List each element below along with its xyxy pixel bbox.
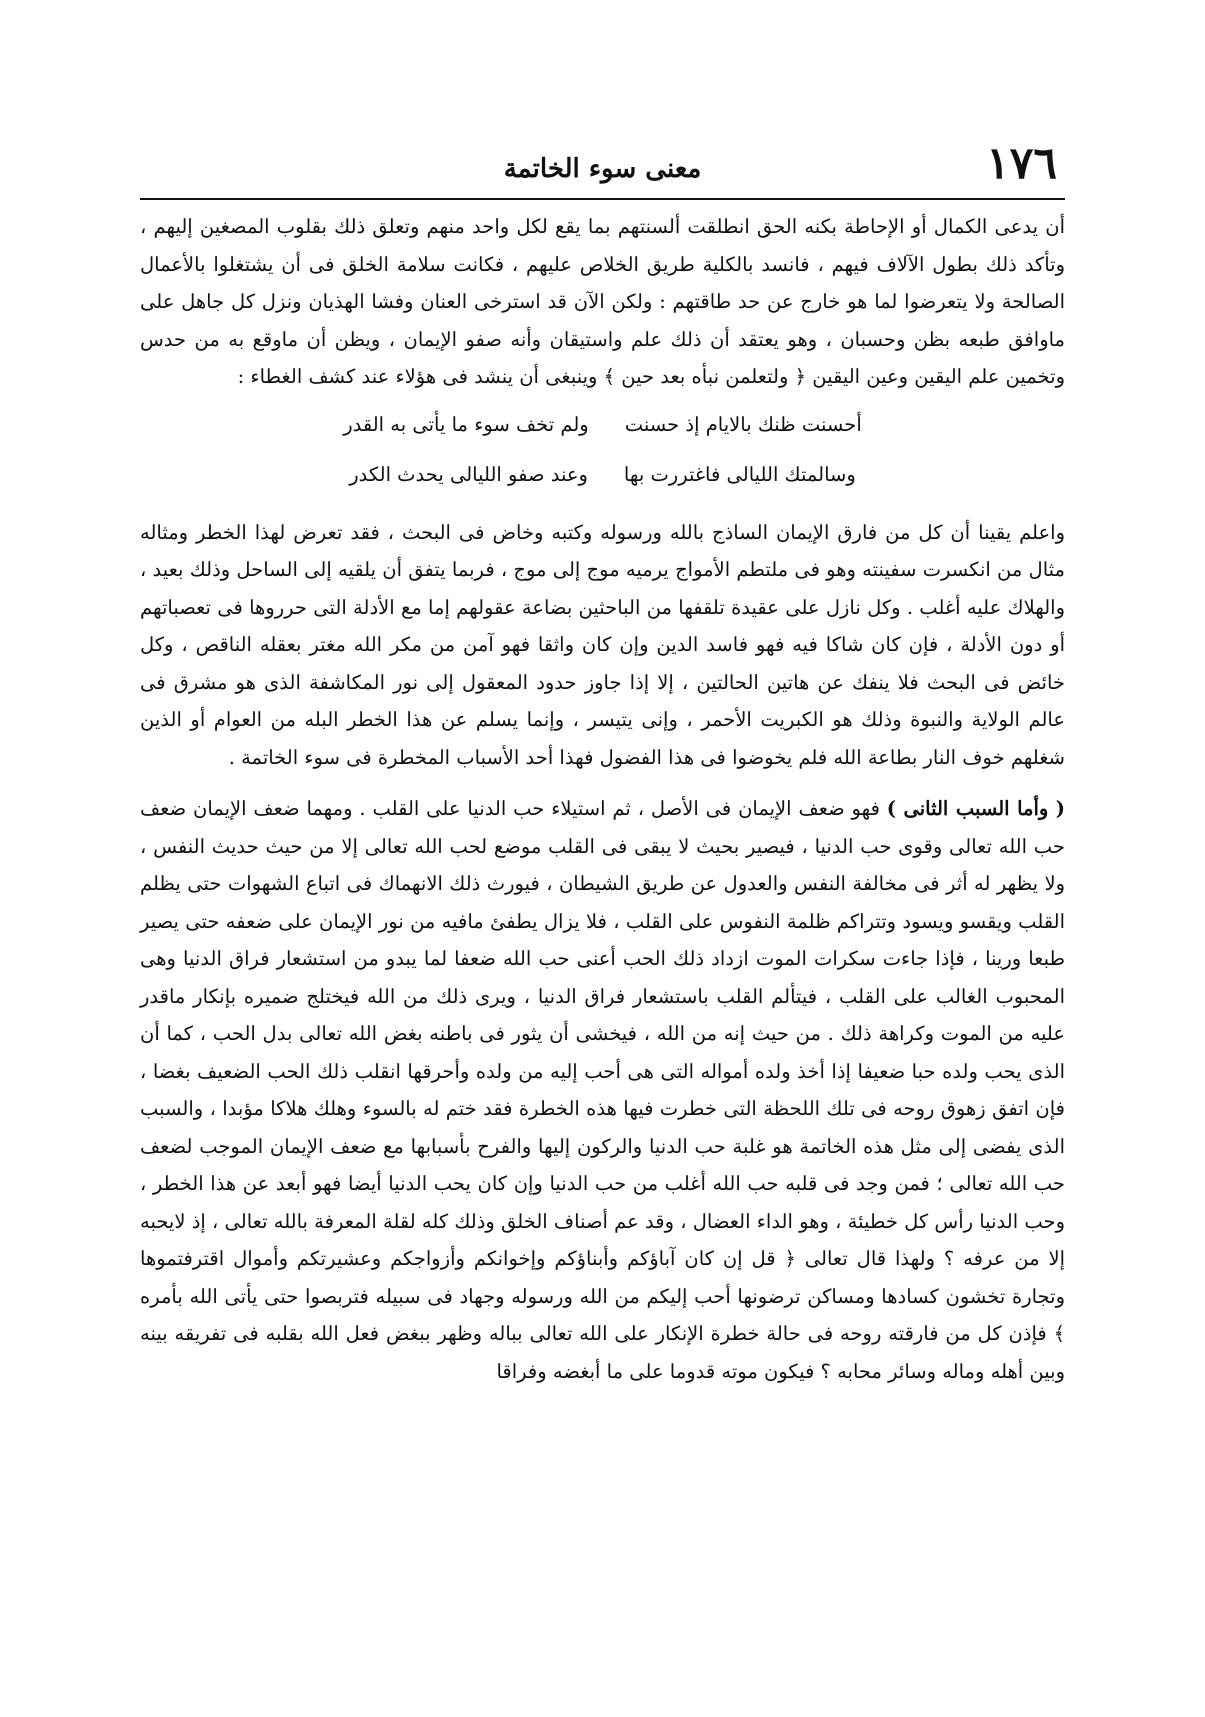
- paragraph-3-text: فهو ضعف الإيمان فى الأصل ، ثم استيلاء حب الدنيا على القلب . ومهما ضعف الإيمان ضعف حب الله تعالى وقوى حب الدنيا ، فيصير بحيث لا يبقى فى القلب موضع لحب الله تعالى إلا من حيث حديث النفس ، ولا يظهر له أثر فى مخالفة النفس والعدول عن طريق الشيطان ، فيورث ذلك الانهماك فى اتباع الشهوات حتى يظلم القلب ويقسو ويسود وتتراكم ظلمة النفوس على القلب ، فلا يزال يطفئ مافيه من نور الإيمان على ضعفه حتى يصير طبعا ورينا ، فإذا جاءت سكرات الموت ازداد ذلك الحب أعنى حب الله ضعفا لما يبدو من استشعار فراق الدنيا وهى المحبوب الغالب على القلب ، فيتألم القلب باستشعار فراق الدنيا ، ويرى ذلك من الله فيختلج ضميره بإنكار ماقدر عليه من الموت وكراهة ذلك . من حيث إنه من الله ، فيخشى أن يثور فى باطنه بغض الله تعالى بدل الحب ، كما أن الذى يحب ولده حبا ضعيفا إذا أخذ ولده أمواله التى هى أحب إليه من ولده وأحرقها انقلب ذلك الحب الضعيف بغضا ، فإن اتفق زهوق روحه فى تلك اللحظة التى خطرت فيها هذه الخطرة فقد ختم له بالسوء وهلك هلاكا مؤبدا ، والسبب الذى يفضى إلى مثل هذه الخاتمة هو غلبة حب الدنيا والركون إليها والفرح بأسبابها مع ضعف الإيمان الموجب لضعف حب الله تعالى ؛ فمن وجد فى قلبه حب الله أغلب من حب الدنيا وإن كان يحب الدنيا أيضا فهو أبعد عن هذا الخطر ، وحب الدنيا رأس كل خطيئة ، وهو الداء العضال ، وقد عم أصناف الخلق وذلك كله لقلة المعرفة بالله تعالى ، إذ لايحبه إلا من عرفه ؟ ولهذا قال تعالى ﴿ قل إن كان آباؤكم وأبناؤكم وإخوانكم وأزواجكم وعشيرتكم وأموال اقترفتموها وتجارة تخشون كسادها ومساكن ترضونها أحب إليكم من الله ورسوله وجهاد فى سبيله فتربصوا حتى يأتى الله بأمره ﴾ فإذن كل من فارقته روحه فى حالة خطرة الإنكار على الله تعالى بباله وظهر ببغض فعل الله بقلبه فى تفريقه بينه وبين أهله وماله وسائر محابه ؟ فيكون موته قدوما على ما أبغضه وفراقا: [140, 797, 1065, 1383]
- paragraph-2: واعلم يقينا أن كل من فارق الإيمان الساذج بالله ورسوله وكتبه وخاض فى البحث ، فقد تعرض لهذا الخطر ومثاله مثال من انكسرت سفينته وهو فى ملتطم الأمواج يرميه موج إلى موج ، فربما يتفق أن يلقيه إلى الساحل وذلك بعيد ، والهلاك عليه أغلب . وكل نازل على عقيدة تلقفها من الباحثين بضاعة عقولهم إما مع الأدلة التى حرروها فى تعصباتهم أو دون الأدلة ، فإن كان شاكا فيه فهو فاسد الدين وإن كان واثقا فهو آمن من مكر الله مغتر بعقله الناقص ، وكل خائض فى البحث فلا ينفك عن هاتين الحالتين ، إلا إذا جاوز حدود المعقول إلى نور المكاشفة الذى هو مشرق فى عالم الولاية والنبوة وذلك هو الكبريت الأحمر ، وإنى يتيسر ، وإنما يسلم عن هذا الخطر البله من العوام أو الذين شغلهم خوف النار بطاعة الله فلم يخوضوا فى هذا الفضول فهذا أحد الأسباب المخطرة فى سوء الخاتمة .: [140, 520, 1065, 769]
- header-rule: [140, 198, 1065, 200]
- page-body: [140, 208, 1065, 1390]
- paragraph-3: [140, 790, 1065, 1390]
- page-header: [140, 138, 1065, 200]
- paragraph-3-heading: ( وأما السبب الثانى ): [886, 797, 1065, 820]
- verse-2-second-half: وعند صفو الليالى يحدث الكدر: [349, 462, 588, 486]
- poem-verse-1: [140, 400, 1065, 450]
- verse-1-second-half: ولم تخف سوء ما يأتى به القدر: [343, 412, 589, 436]
- poem: [140, 400, 1065, 500]
- verse-2-first-half: وسالمتك الليالى فاغتررت بها: [623, 462, 856, 486]
- running-title: معنى سوء الخاتمة: [503, 154, 702, 184]
- verse-1-first-half: أحسنت ظنك بالايام إذ حسنت: [624, 412, 862, 436]
- page-number: ١٧٦: [986, 138, 1057, 189]
- poem-verse-2: [140, 450, 1065, 500]
- paragraph-1: أن يدعى الكمال أو الإحاطة بكنه الحق انطلقت ألسنتهم بما يقع لكل واحد منهم وتعلق ذلك بقلوب المصغين إليهم ، وتأكد ذلك بطول الآلاف فيهم ، فانسد بالكلية طريق الخلاص عليهم ، فكانت سلامة الخلق فى أن يشتغلوا بالأعمال الصالحة ولا يتعرضوا لما هو خارج عن حد طاقتهم : ولكن الآن قد استرخى العنان وفشا الهذيان ونزل كل جاهل على ماوافق طبعه بظن وحسبان ، وهو يعتقد أن ذلك علم واستيقان وأنه صفو الإيمان ، ويظن أن ماوقع به من حدس وتخمين علم اليقين وعين اليقين ﴿ ولتعلمن نبأه بعد حين ﴾ وينبغى أن ينشد فى هؤلاء عند كشف الغطاء :: [140, 215, 1065, 388]
